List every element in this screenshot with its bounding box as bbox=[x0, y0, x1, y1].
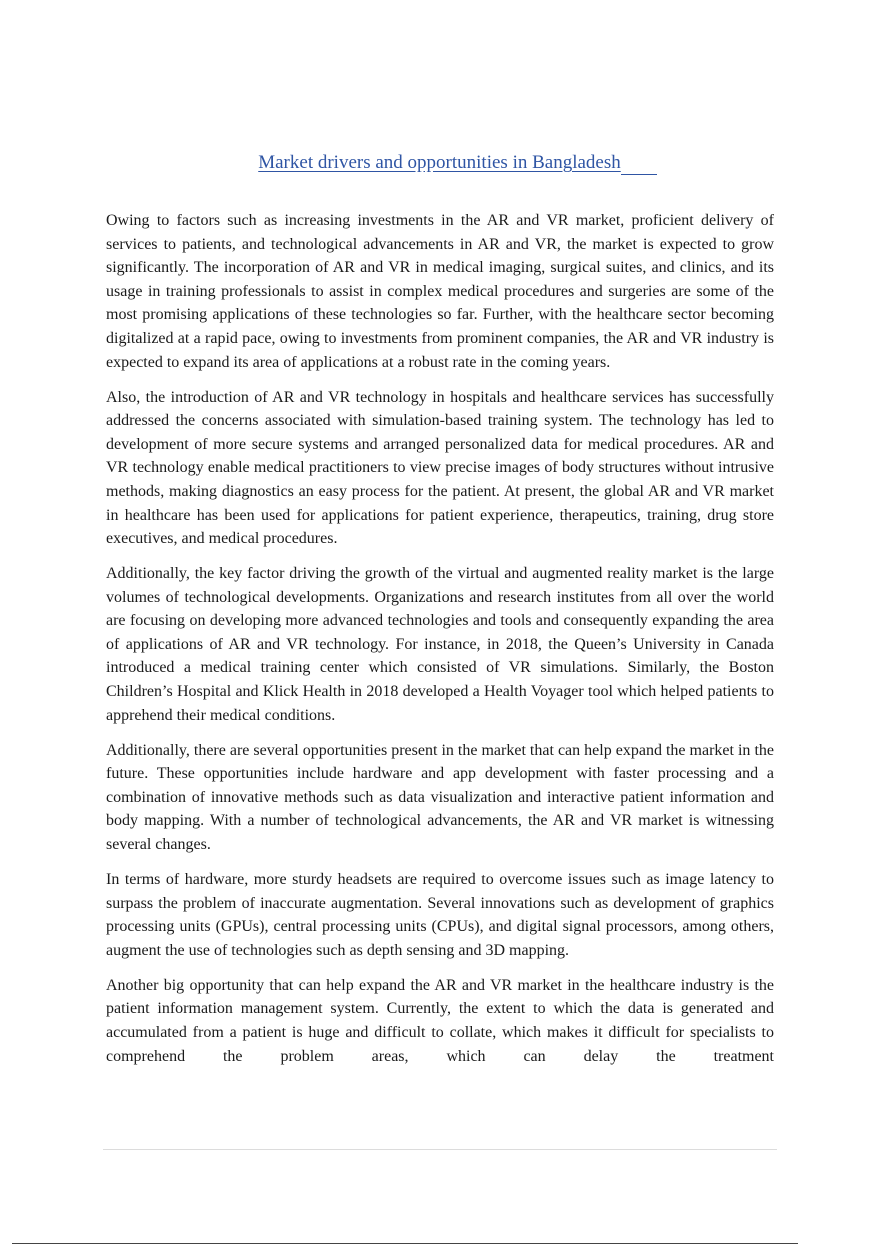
paragraph-opportunities: Additionally, there are several opportunities present in the market that can help expand the market in the future. These opportunities include hardware and app development with faster processing and a combination of innovative methods such as data visualization and interactive patient information and body mapping. With a number of technological advancements, the AR and VR market is witnessing several changes. bbox=[106, 741, 774, 854]
heading-container bbox=[0, 152, 880, 174]
paragraph-hardware: In terms of hardware, more sturdy headsets are required to overcome issues such as image latency to surpass the problem of inaccurate augmentation. Several innovations such as development of graphics processing units (GPUs), central processing units (CPUs), and digital signal processors, among others, augment the use of technologies such as depth sensing and 3D mapping. bbox=[106, 871, 774, 959]
body-text bbox=[106, 209, 774, 1080]
paragraph-key-growth-factor: Additionally, the key factor driving the growth of the virtual and augmented reality market is the large volumes of technological developments. Organizations and research institutes from all over the world are focusing on developing more advanced technologies and tools and consequently expanding the area of applications of AR and VR technology. For instance, in 2018, the Queen’s University in Canada introduced a medical training center which consisted of VR simulations. Similarly, the Boston Children’s Hospital and Klick Health in 2018 developed a Health Voyager tool which helped patients to apprehend their medical conditions. bbox=[106, 565, 774, 724]
paragraph-technology-introduction: Also, the introduction of AR and VR technology in hospitals and healthcare services has successfully addressed the concerns associated with simulation-based training system. The technology has led to development of more secure systems and arranged personalized data for medical procedures. AR and VR technology enable medical practitioners to view precise images of body structures without intrusive methods, making diagnostics an easy process for the patient. At present, the global AR and VR market in healthcare has been used for applications for patient experience, therapeutics, training, drug store executives, and medical procedures. bbox=[106, 388, 774, 548]
footer-rule bbox=[12, 1243, 798, 1244]
section-heading: Market drivers and opportunities in Bangladesh bbox=[258, 152, 657, 174]
paragraph-patient-information: Another big opportunity that can help expand the AR and VR market in the healthcare industry is the patient information management system. Currently, the extent to which the data is generated and accumulated from a patient is huge and difficult to collate, which makes it difficult for specialists to comprehend the problem areas, which can delay the treatment bbox=[106, 976, 774, 1065]
content-divider bbox=[103, 1149, 777, 1150]
paragraph-market-growth: Owing to factors such as increasing investments in the AR and VR market, proficient delivery of services to patients, and technological advancements in AR and VR, the market is expected to grow significantly. The incorporation of AR and VR in medical imaging, surgical suites, and clinics, and its usage in training professionals to assist in complex medical procedures and surgeries are some of the most promising applications of these technologies so far. Further, with the healthcare sector becoming digitalized at a rapid pace, owing to investments from prominent companies, the AR and VR industry is expected to expand its area of applications at a robust rate in the coming years. bbox=[106, 212, 774, 371]
